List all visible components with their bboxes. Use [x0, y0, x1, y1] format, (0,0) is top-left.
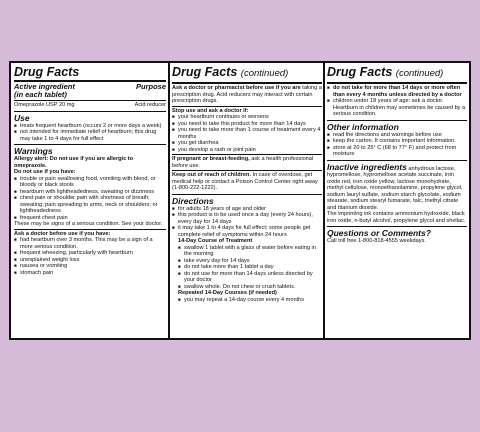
column-divider: [323, 63, 325, 338]
column-divider: [168, 63, 170, 338]
ingredient-row: [14, 102, 166, 109]
allergy-alert: Allergy alert: Do not use if you are allergic to omeprazole.: [14, 156, 134, 169]
ask-doctor-heading: Ask a doctor before use if you have:: [14, 230, 111, 237]
title-text: Drug Facts: [327, 65, 393, 79]
list-item: ■ not intended for immediate relief of heartburn; this drug may take 1 to 4 days for full effect: [14, 129, 166, 142]
column-1: [14, 65, 166, 336]
pregnancy-text: ask a health professional before use.: [172, 156, 314, 169]
inactive-ingredients: [327, 162, 467, 212]
active-ingredient-heading: Active ingredient: [14, 82, 75, 91]
ask-doctor-list: [14, 237, 166, 276]
stop-use-heading: Stop use and ask a doctor if:: [172, 107, 249, 114]
title-text: Drug Facts: [172, 65, 238, 79]
purpose-heading: Purpose: [135, 82, 166, 91]
inactive-heading: Inactive ingredients: [327, 161, 407, 172]
list-item: ■ read the directions and warnings before use: [327, 132, 467, 139]
title-suffix: (continued): [395, 68, 444, 79]
keep-out-heading: Keep out of reach of children.: [172, 172, 251, 178]
list-item: ■ had heartburn over 3 months. This may be a sign of a more serious condition.: [14, 237, 166, 250]
per-tablet-heading: (in each tablet): [14, 90, 67, 99]
pharmacist-text: taking a prescription drug. Acid reducers may interact with certain prescription drugs.: [172, 85, 322, 104]
list-item: ■ your heartburn continues or worsens: [172, 114, 322, 121]
list-item: ■ frequent chest pain: [14, 215, 166, 222]
list-item: ■ swallow 1 tablet with a glass of water before eating in the morning: [172, 245, 322, 258]
list-item: ■ take every day for 14 days: [172, 258, 322, 265]
pharmacist-heading: Ask a doctor or pharmacist before use if you are: [172, 85, 301, 91]
list-item: ■ unexplained weight loss: [14, 257, 166, 264]
list-item: ■ you need to take this product for more than 14 days: [172, 121, 322, 128]
serious-condition-note: These may be signs of a serious condition. See your doctor.: [14, 221, 163, 227]
questions-text: Call toll free 1-800-818-4555 weekdays.: [327, 238, 426, 244]
other-info-heading: Other information: [327, 121, 399, 132]
other-info-list: [327, 132, 467, 158]
list-item: ■ stomach pain: [14, 270, 166, 277]
list-item: ■ do not use for more than 14 days unless directed by your doctor: [172, 271, 322, 284]
list-item: ■ it may take 1 to 4 days for full effect; some people get complete relief of symptoms within 24 hours: [172, 225, 322, 238]
pregnancy-heading: If pregnant or breast-feeding,: [172, 156, 250, 162]
title-suffix: (continued): [240, 68, 289, 79]
list-item: ■ treats frequent heartburn (occurs 2 or more days a week): [14, 123, 166, 130]
column-3: [327, 65, 467, 336]
continued-directions-list: [327, 85, 467, 118]
pharmacist-warning: [172, 85, 322, 105]
list-item: ■ chest pain or shoulder pain with shortness of breath; sweating; pain spreading to arms, neck or shoulders; or lightheadedness: [14, 195, 166, 215]
list-item: ■ heartburn with lightheadedness, sweating or dizziness: [14, 189, 166, 196]
list-item: ■ keep the carton. It contains important information.: [327, 138, 467, 145]
inactive-text: anhydrous lactose, hypromellose, hypromellose acetate succinate, iron oxide red, iron oxide yellow, lactose monohydrate, methyl cellulose, monoethanolamine, propylene glycol, sodium lauryl sulfate, sodium starch glycolate, sodium stearate, sodium stearyl fumarate, talc, triethyl citrate and titanium dioxide.: [327, 165, 463, 211]
repeated-list: [172, 297, 322, 304]
questions-heading: Questions or Comments?: [327, 228, 431, 238]
use-list: [14, 123, 166, 143]
list-item: ■ you may repeat a 14-day course every 4 months: [172, 297, 322, 304]
list-item: ■ this product is to be used once a day (every 24 hours), every day for 14 days: [172, 212, 322, 225]
column-2: [172, 65, 322, 336]
list-item: ■ children under 18 years of age: ask a doctor. Heartburn in children may sometimes be caused by a serious condition.: [327, 98, 467, 118]
ingredient-purpose: Acid reducer: [134, 102, 166, 108]
list-item: ■ you need to take more than 1 course of treatment every 4 months: [172, 127, 322, 140]
keep-out-text: In case of overdose, get medical help or contact a Poison Control Center right away (1-800-222-1222).: [172, 172, 318, 191]
list-item: ■ do not take for more than 14 days or more often than every 4 months unless directed by a doctor: [327, 85, 467, 98]
repeated-heading: Repeated 14-Day Courses (if needed): [178, 290, 277, 296]
course-list: [172, 245, 322, 291]
list-item: ■ for adults 18 years of age and older: [172, 206, 322, 213]
list-item: ■ trouble or pain swallowing food, vomiting with blood, or bloody or black stools: [14, 176, 166, 189]
list-item: ■ store at 20 to 25° C (68 to 77° F) and protect from moisture: [327, 145, 467, 158]
drug-facts-label: [9, 61, 471, 340]
list-item: ■ you develop a rash or joint pain: [172, 147, 322, 154]
drug-facts-title: Drug Facts: [14, 65, 166, 82]
do-not-use-list: [14, 176, 166, 222]
list-item: ■ frequent wheezing, particularly with heartburn: [14, 250, 166, 257]
list-item: ■ swallow whole. Do not chew or crush tablets.: [172, 284, 322, 291]
ingredient-name: Omeprazole USP 20 mg: [14, 102, 75, 108]
keep-out-warning: [172, 172, 322, 192]
warnings-heading: Warnings: [14, 146, 53, 156]
do-not-use-heading: Do not use if you have:: [14, 169, 76, 175]
list-item: ■ nausea or vomiting: [14, 263, 166, 270]
imprinting-ink: The imprinting ink contains ammonium hydroxide, black iron oxide, n-butyl alcohol, propylene glycol and shellac.: [327, 211, 466, 224]
directions-heading: Directions: [172, 195, 214, 206]
list-item: ■ you get diarrhea: [172, 140, 322, 147]
pregnancy-warning: [172, 156, 322, 169]
course-heading: 14-Day Course of Treatment: [178, 238, 253, 244]
directions-list: [172, 206, 322, 239]
drug-facts-title: [327, 65, 467, 84]
stop-use-list: [172, 114, 322, 153]
use-heading: Use: [14, 112, 30, 123]
drug-facts-title: [172, 65, 322, 84]
list-item: ■ do not take more than 1 tablet a day: [172, 264, 322, 271]
